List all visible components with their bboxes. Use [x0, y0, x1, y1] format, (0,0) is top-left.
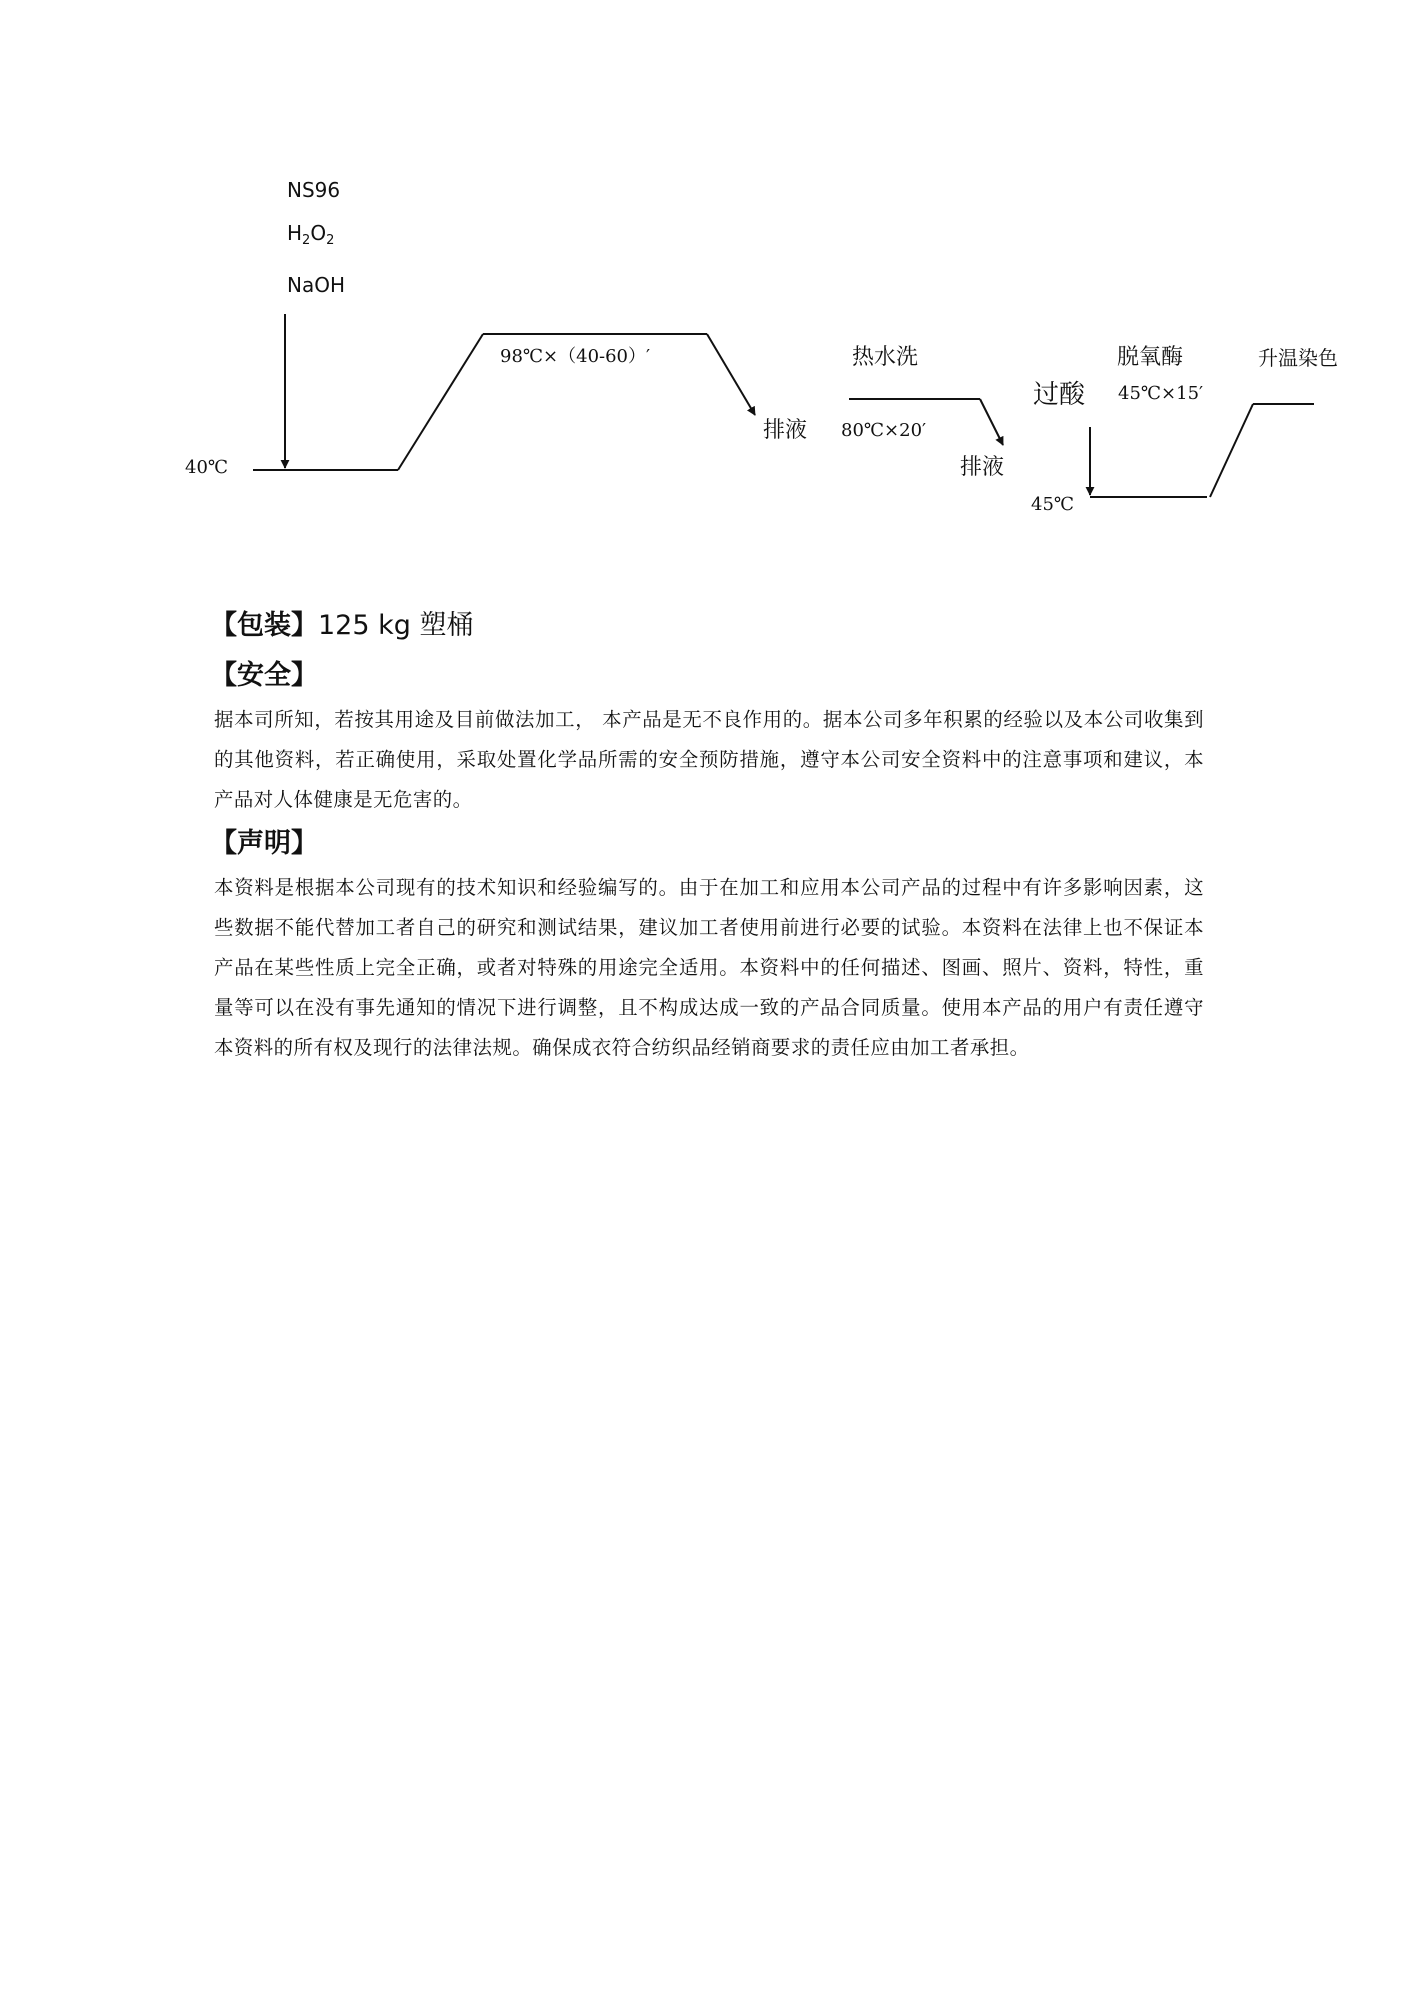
- safety-text: 据本司所知，若按其用途及目前做法加工， 本产品是无不良作用的。据本公司多年积累的经验以及本公司收集到的其他资料，若正确使用，采取处置化学品所需的安全预防措施，遵守本公司安全资料中的注意事项和建议，本产品对人体健康是无危害的。: [214, 708, 1204, 811]
- drain-label-1: 排液: [763, 418, 808, 443]
- chemical-naoh: NaOH: [287, 273, 345, 297]
- hot-wash-condition-label: 80℃×20′: [841, 420, 927, 441]
- temp-start-label: 40℃: [185, 457, 229, 478]
- statement-text: 本资料是根据本公司现有的技术知识和经验编写的。由于在加工和应用本公司产品的过程中有许多影响因素，这些数据不能代替加工者自己的研究和测试结果，建议加工者使用前进行必要的试验。本资料在法律上也不保证本产品在某些性质上完全正确，或者对特殊的用途完全适用。本资料中的任何描述、图画、照片、资料，特性，重量等可以在没有事先通知的情况下进行调整，且不构成达成一致的产品合同质量。使用本产品的用户有责任遵守本资料的所有权及现行的法律法规。确保成衣符合纺织品经销商要求的责任应由加工者承担。: [214, 876, 1204, 1059]
- packaging-section: [210, 612, 473, 639]
- drain-arrow-1: [707, 334, 755, 415]
- chemical-h2o2: $H_2O_2$: [287, 221, 335, 248]
- safety-heading: 【安全】: [210, 660, 318, 691]
- packaging-value: 125 kg 塑桶: [318, 610, 474, 641]
- hot-wash-label: 热水洗: [852, 345, 919, 370]
- packaging-heading: 【包装】: [210, 610, 318, 641]
- peracid-label: 过酸: [1033, 380, 1086, 410]
- dye-step-label: 升温染色: [1258, 346, 1338, 370]
- deoxygenase-label: 脱氧酶: [1117, 345, 1184, 370]
- scour-condition-label: 98℃×（40-60）′: [500, 346, 651, 367]
- ramp-up-dye-line: [1210, 404, 1253, 497]
- temp-end-label: 45℃: [1031, 494, 1075, 515]
- ramp-up-line: [398, 334, 483, 470]
- deoxygenase-condition-label: 45℃×15′: [1118, 383, 1204, 404]
- drain-arrow-2: [980, 399, 1003, 445]
- drain-label-2: 排液: [960, 455, 1005, 480]
- chemical-ns96: NS96: [287, 178, 341, 202]
- statement-heading: 【声明】: [210, 828, 318, 859]
